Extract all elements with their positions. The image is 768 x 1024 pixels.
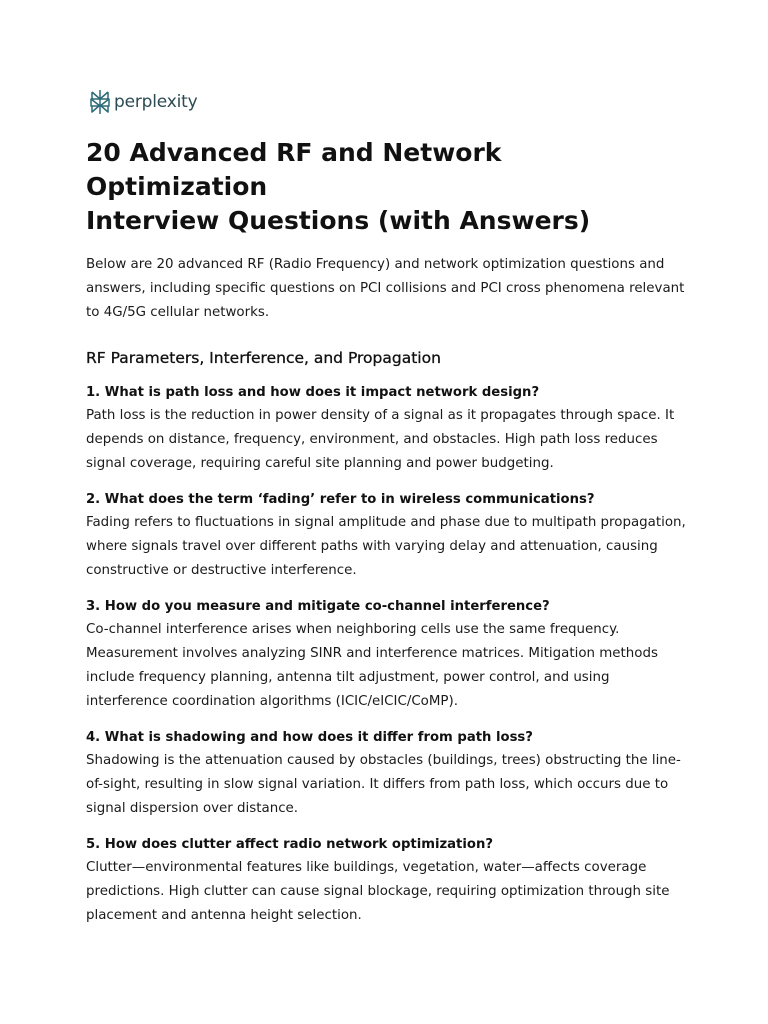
qa-item-3 [86,596,686,714]
qa-item-2 [86,489,686,583]
answer-5: Clutter—environmental features like buildings, vegetation, water—affects coverage predictions. High clutter can cause signal blockage, requiring optimization through site placement and antenna height selection. [86,860,670,923]
document-page [86,88,686,928]
brand-logo [89,88,686,116]
perplexity-logo-icon [89,89,111,115]
page-title [86,136,686,238]
question-5: 5. How does clutter affect radio network optimization? [86,837,493,852]
qa-item-1 [86,382,686,476]
answer-3: Co-channel interference arises when neighboring cells use the same frequency. Measurement involves analyzing SINR and interference matrices. Mitigation methods include frequency planning, antenna tilt adjustment, power control, and using interference coordination algorithms (ICIC/eICIC/CoMP). [86,622,658,709]
question-1: 1. What is path loss and how does it impact network design? [86,385,540,400]
title-line-2: Interview Questions (with Answers) [86,206,591,235]
answer-4: Shadowing is the attenuation caused by obstacles (buildings, trees) obstructing the line-of-sight, resulting in slow signal variation. It differs from path loss, which occurs due to signal dispersion over distance. [86,753,681,816]
question-4: 4. What is shadowing and how does it differ from path loss? [86,730,533,745]
intro-paragraph: Below are 20 advanced RF (Radio Frequency) and network optimization questions and answers, including specific questions on PCI collisions and PCI cross phenomena relevant to 4G/5G cellular networks. [86,257,685,320]
section-heading: RF Parameters, Interference, and Propagation [86,349,441,367]
qa-item-4 [86,727,686,821]
question-2: 2. What does the term ‘fading’ refer to in wireless communications? [86,492,595,507]
title-line-1: 20 Advanced RF and Network Optimization [86,138,502,201]
answer-1: Path loss is the reduction in power density of a signal as it propagates through space. It depends on distance, frequency, environment, and obstacles. High path loss reduces signal coverage, requiring careful site planning and power budgeting. [86,408,675,471]
qa-item-5 [86,834,686,928]
answer-2: Fading refers to fluctuations in signal amplitude and phase due to multipath propagation, where signals travel over different paths with varying delay and attenuation, causing constructive or destructive interference. [86,515,686,578]
question-3: 3. How do you measure and mitigate co-channel interference? [86,599,550,614]
logo-wordmark: perplexity [114,92,198,112]
